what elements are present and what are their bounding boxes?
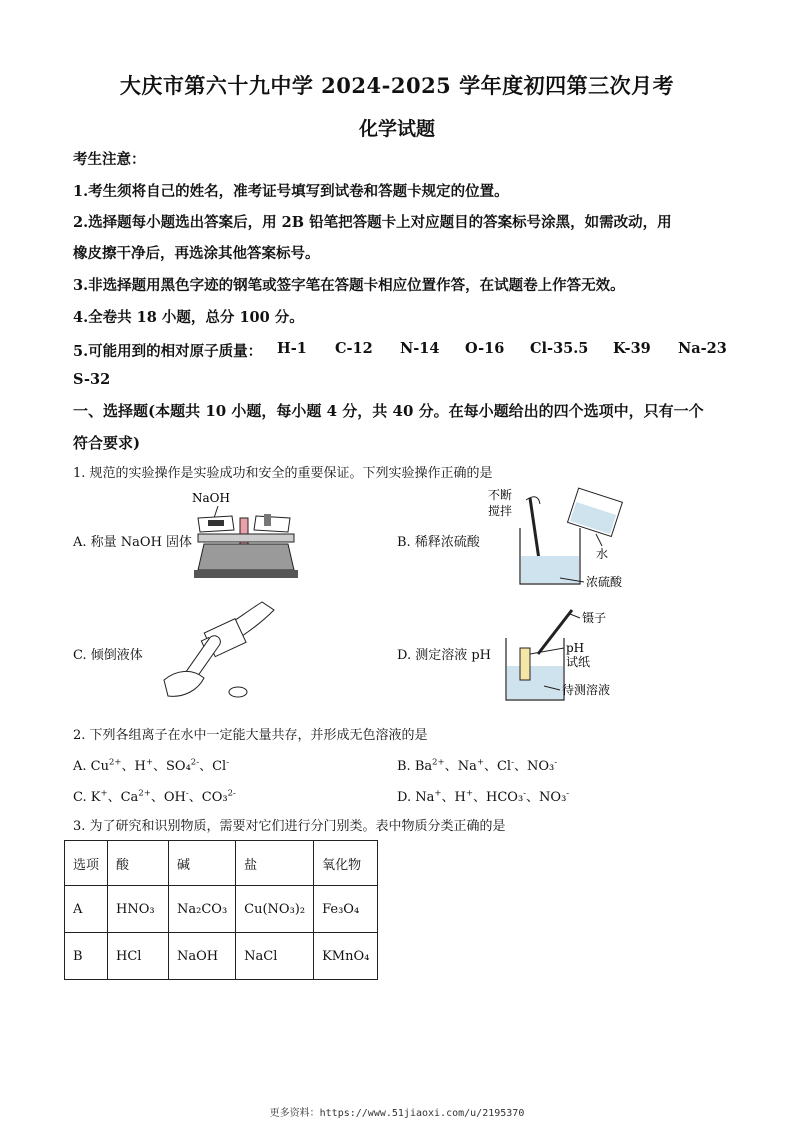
ion-charge: 2- — [227, 788, 236, 799]
fig-d-label-ph: pH — [566, 641, 585, 655]
ion-charge: - — [511, 757, 514, 768]
atomic-masses-lead: 5.可能用到的相对原子质量： — [73, 343, 263, 360]
table-row — [65, 886, 378, 933]
fig-b-label-water: 水 — [596, 547, 609, 561]
table-cell: Na₂CO₃ — [169, 886, 236, 933]
ion: H — [454, 790, 466, 805]
q3-stem: 3. 为了研究和识别物质，需要对它们进行分门别类。表中物质分类正确的是 — [73, 819, 506, 834]
section-1-heading-line-2: 符合要求) — [73, 434, 141, 452]
table-cell: Cu(NO₃)₂ — [236, 886, 314, 933]
q2-option-b: B. $Ba^{2+}$、Na+、Cl-、NO₃- — [397, 757, 558, 774]
q1-stem: 1. 规范的实验操作是实验成功和安全的重要保证。下列实验操作正确的是 — [73, 466, 493, 481]
fig-d-ph-leader — [530, 648, 564, 654]
table-cell: HNO₃ — [108, 886, 169, 933]
fig-b-acid-liquid — [521, 556, 579, 583]
table-header-cell: 选项 — [65, 841, 108, 886]
ion: Ba — [414, 759, 433, 774]
ion-charge: - — [226, 757, 230, 768]
notice-heading: 考生注意： — [73, 151, 146, 168]
fig-d-ph-paper — [520, 648, 530, 680]
fig-b-label-stir-2: 搅拌 — [488, 504, 513, 518]
fig-c-lower-hand — [164, 671, 204, 696]
fig-a-beam — [198, 534, 294, 542]
table-cell: HCl — [108, 933, 169, 980]
q2-stem: 2. 下列各组离子在水中一定能大量共存，并形成无色溶液的是 — [73, 728, 428, 743]
exam-subtitle: 化学试题 — [358, 118, 435, 140]
fig-b-label-stir-1: 不断 — [488, 488, 513, 502]
table-cell: NaOH — [169, 933, 236, 980]
notice-item-4: 4.全卷共 18 小题，总分 100 分。 — [73, 309, 304, 326]
fig-c-bottle-stopper — [229, 687, 247, 697]
fig-d-label-solution: 待测溶液 — [562, 683, 611, 697]
ion: H — [134, 759, 146, 774]
ion-charge: + — [434, 788, 442, 799]
q1-option-d: D. 测定溶液 pH — [397, 648, 492, 663]
fig-b-water-leader — [596, 534, 602, 546]
notice-item-1: 1.考生须将自己的姓名，准考证号填写到试卷和答题卡规定的位置。 — [73, 183, 509, 200]
ion: CO₃ — [201, 790, 228, 805]
dilution-figure — [484, 484, 654, 594]
ion: NO₃ — [539, 790, 567, 805]
fig-a-weight — [264, 514, 271, 526]
balance-figure — [190, 488, 310, 588]
table-header-row — [65, 841, 378, 886]
ion-charge: - — [523, 788, 527, 799]
table-header-cell: 盐 — [236, 841, 314, 886]
exam-title: 大庆市第六十九中学 2024-2025 学年度初四第三次月考 — [119, 73, 675, 98]
mass-n: N-14 — [400, 340, 440, 357]
table-cell: A — [65, 886, 108, 933]
fig-b-label-acid: 浓硫酸 — [586, 575, 623, 589]
q2-a-label: A. — [73, 759, 91, 774]
ion-charge: 2+ — [138, 788, 151, 799]
table-cell: KMnO₄ — [314, 933, 378, 980]
mass-o: O-16 — [465, 340, 505, 357]
ion-charge: 2+ — [108, 757, 122, 768]
q2-option-a: A. $Cu^{2+}$、H+、SO₄$^{2-}$、Cl- — [73, 757, 230, 774]
table-cell: B — [65, 933, 108, 980]
fig-b-pouring-bottle — [568, 488, 623, 536]
fig-d-test-solution — [507, 666, 563, 699]
q1-option-b: B. 稀释浓硫酸 — [397, 535, 480, 550]
table-header-cell: 氧化物 — [314, 841, 378, 886]
ion-charge: + — [145, 757, 153, 768]
ion: SO₄ — [166, 759, 191, 774]
fig-b-stir-arrow — [526, 497, 540, 504]
ion: OH — [163, 790, 186, 805]
fig-a-foot — [194, 570, 298, 578]
notice-item-2-line-2: 橡皮擦干净后，再选涂其他答案标号。 — [73, 245, 320, 262]
ion: HCO₃ — [486, 790, 524, 805]
ion-charge: + — [100, 788, 108, 799]
q2-d-label: D. — [397, 790, 416, 805]
q2-option-c: C. K+、$Ca^{2+}$、OH-、CO₃$^{2-}$ — [73, 788, 236, 805]
ion-charge: 2+ — [432, 757, 445, 768]
ion: Cl — [496, 759, 512, 774]
ion: Cl — [212, 759, 227, 774]
ion: K — [90, 790, 101, 805]
ion-charge: - — [566, 788, 570, 799]
pouring-figure — [162, 598, 277, 704]
fig-d-label-tweezers: 镊子 — [582, 611, 607, 625]
fig-a-base — [198, 544, 294, 570]
mass-c: C-12 — [335, 340, 373, 357]
ion-charge: - — [185, 788, 189, 799]
table-cell: Fe₃O₄ — [314, 886, 378, 933]
mass-s: S-32 — [73, 371, 111, 388]
table-header-cell: 碱 — [169, 841, 236, 886]
classification-table — [64, 840, 378, 980]
notice-item-2-line-1: 2.选择题每小题选出答案后，用 2B 铅笔把答题卡上对应题目的答案标号涂黑，如需改动，用 — [73, 214, 672, 231]
table-cell: NaCl — [236, 933, 314, 980]
table-row — [65, 933, 378, 980]
ion-charge: + — [465, 788, 473, 799]
ion-charge: - — [554, 757, 558, 768]
mass-na: Na-23 — [678, 340, 727, 357]
q1-option-a: A. 称量 NaOH 固体 — [73, 535, 193, 550]
ion: Cu — [90, 759, 109, 774]
ion: Na — [415, 790, 435, 805]
fig-a-pointer-line — [214, 506, 218, 518]
ph-test-figure — [494, 604, 624, 708]
ion: Ca — [120, 790, 139, 805]
fig-a-right-paper — [254, 516, 290, 532]
table-header-cell: 酸 — [108, 841, 169, 886]
mass-k: K-39 — [613, 340, 651, 357]
ion: Na — [457, 759, 477, 774]
fig-d-tweezers-leader — [570, 614, 580, 618]
q2-c-label: C. — [73, 790, 91, 805]
mass-h: H-1 — [277, 340, 307, 357]
q2-option-d: D. Na+、H+、HCO₃-、NO₃- — [397, 788, 570, 805]
notice-item-3: 3.非选择题用黑色字迹的钢笔或签字笔在答题卡相应位置作答，在试题卷上作答无效。 — [73, 277, 625, 294]
mass-cl: Cl-35.5 — [530, 340, 589, 357]
fig-a-naoh-solid — [208, 520, 224, 526]
q2-b-label: B. — [397, 759, 415, 774]
q1-option-c: C. 倾倒液体 — [73, 648, 143, 663]
ion-charge: 2- — [190, 757, 200, 768]
footer-link[interactable]: 更多资料：https://www.51jiaoxi.com/u/2195370 — [269, 1108, 525, 1119]
ion: NO₃ — [526, 759, 555, 774]
fig-d-label-paper: 试纸 — [566, 655, 591, 669]
fig-a-naoh-label: NaOH — [192, 491, 230, 505]
section-1-heading-line-1: 一、选择题(本题共 10 小题，每小题 4 分，共 40 分。在每小题给出的四个选项中，只有一个 — [73, 402, 704, 420]
ion-charge: + — [476, 757, 484, 768]
